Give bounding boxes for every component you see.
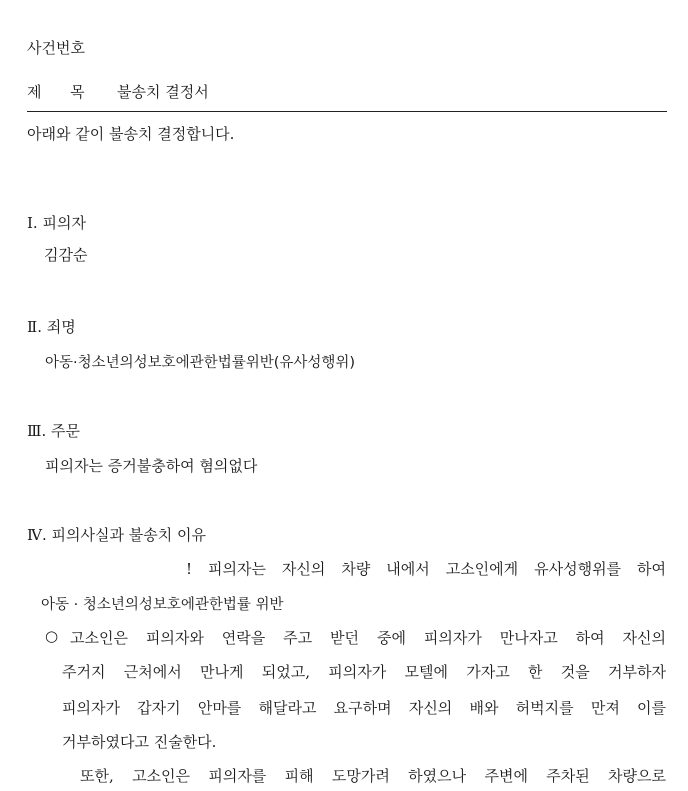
- section-4-heading: Ⅳ. 피의사실과 불송치 이유: [27, 526, 206, 544]
- para1-line-3: 피의자가 갑자기 안마를 해달라고 요구하며 자신의 배와 허벅지를 만져 이를: [62, 699, 666, 717]
- para1-line-2: 주거지 근처에서 만나게 되었고, 피의자가 모텔에 가자고 한 것을 거부하자: [62, 663, 666, 681]
- case-number-label: 사건번호: [27, 39, 85, 57]
- header-divider: [27, 111, 667, 112]
- para1-line-4: 거부하였다고 진술한다.: [62, 733, 217, 751]
- facts-line-2: 아동 · 청소년의성보호에관한법률 위반: [41, 597, 284, 613]
- para1-line-1: 고소인은 피의자와 연락을 주고 받던 중에 피의자가 만나자고 하여 자신의: [70, 629, 666, 647]
- charge-text: 아동·청소년의성보호에관한법률위반(유사성행위): [45, 355, 356, 371]
- intro-text: 아래와 같이 불송치 결정합니다.: [27, 125, 235, 143]
- suspect-name-clipped: [44, 238, 88, 264]
- document-title: 불송치 결정서: [117, 83, 209, 101]
- facts-line-1: ! 피의자는 자신의 차량 내에서 고소인에게 유사성행위를 하여: [186, 560, 666, 578]
- section-1-heading: Ⅰ. 피의자: [27, 214, 86, 232]
- section-2-heading: Ⅱ. 죄명: [27, 318, 76, 336]
- para2-line-1: 또한, 고소인은 피의자를 피해 도망가려 하였으나 주변에 주차된 차량으로: [80, 767, 666, 785]
- suspect-name: 김감순: [44, 246, 88, 264]
- disposition-text: 피의자는 증거불충하여 혐의없다: [45, 457, 258, 475]
- section-3-heading: Ⅲ. 주문: [27, 422, 80, 440]
- title-label: 제 목: [27, 83, 85, 101]
- bullet-circle: ○: [45, 627, 59, 645]
